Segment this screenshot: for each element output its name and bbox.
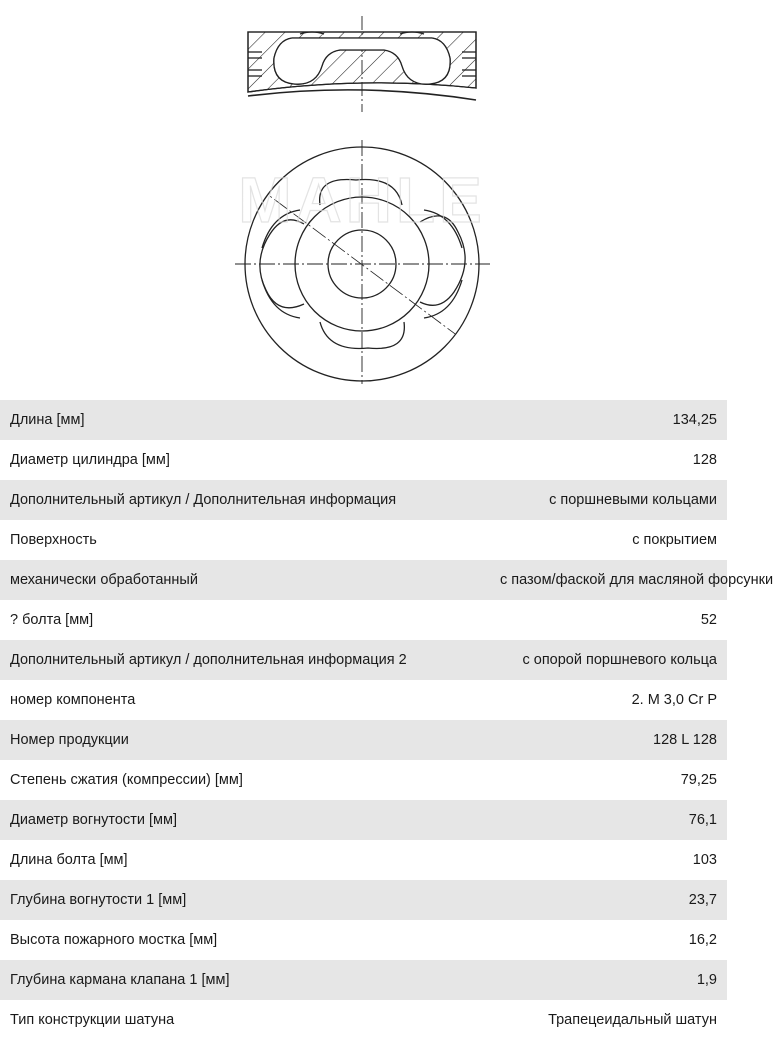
spec-label: Длина болта [мм] (10, 852, 128, 868)
spec-value: 76,1 (688, 812, 717, 828)
piston-side-section (248, 16, 476, 112)
piston-technical-drawing (0, 0, 727, 400)
spec-value: 23,7 (688, 892, 717, 908)
spec-value: с пазом/фаской для масляной форсунки (500, 572, 773, 588)
spec-value: 134,25 (672, 412, 717, 428)
spec-row (0, 840, 727, 880)
spec-row (0, 720, 727, 760)
spec-row (0, 560, 727, 600)
spec-label: Глубина вогнутости 1 [мм] (10, 892, 187, 908)
spec-value: 79,25 (680, 772, 717, 788)
spec-label: механически обработанный (10, 572, 198, 588)
spec-value: 128 L 128 (653, 732, 717, 748)
spec-label: Дополнительный артикул / дополнительная информация 2 (10, 652, 407, 668)
spec-label: Длина [мм] (10, 412, 85, 428)
spec-row (0, 600, 727, 640)
spec-value: 1,9 (696, 972, 717, 988)
spec-row (0, 1000, 727, 1040)
spec-label: Диаметр цилиндра [мм] (10, 452, 170, 468)
specifications-table (0, 400, 773, 1040)
mahle-watermark: MAHLE (238, 164, 486, 236)
spec-value: 128 (692, 452, 717, 468)
spec-row (0, 520, 727, 560)
spec-value: 2. M 3,0 Cr P (631, 692, 717, 708)
spec-row (0, 680, 727, 720)
spec-label: Глубина кармана клапана 1 [мм] (10, 972, 230, 988)
spec-label: Тип конструкции шатуна (10, 1012, 175, 1028)
spec-row (0, 440, 727, 480)
spec-value: Трапецеидальный шатун (548, 1012, 717, 1028)
spec-row (0, 960, 727, 1000)
spec-label: Номер продукции (10, 732, 129, 748)
spec-row (0, 800, 727, 840)
spec-value: с опорой поршневого кольца (522, 652, 717, 668)
spec-label: Дополнительный артикул / Дополнительная информация (10, 492, 397, 508)
spec-label: номер компонента (10, 692, 136, 708)
spec-value: 52 (700, 612, 717, 628)
spec-value: 103 (692, 852, 717, 868)
spec-label: ? болта [мм] (10, 612, 94, 628)
spec-row (0, 640, 727, 680)
spec-label: Высота пожарного мостка [мм] (10, 932, 218, 948)
spec-value: с поршневыми кольцами (549, 492, 717, 508)
spec-label: Степень сжатия (компрессии) [мм] (10, 772, 243, 788)
spec-row (0, 480, 727, 520)
spec-value: 16,2 (688, 932, 717, 948)
spec-row (0, 400, 727, 440)
spec-label: Поверхность (10, 532, 97, 548)
spec-row (0, 760, 727, 800)
spec-row (0, 920, 727, 960)
spec-label: Диаметр вогнутости [мм] (10, 812, 177, 828)
spec-value: с покрытием (632, 532, 717, 548)
spec-row (0, 880, 727, 920)
